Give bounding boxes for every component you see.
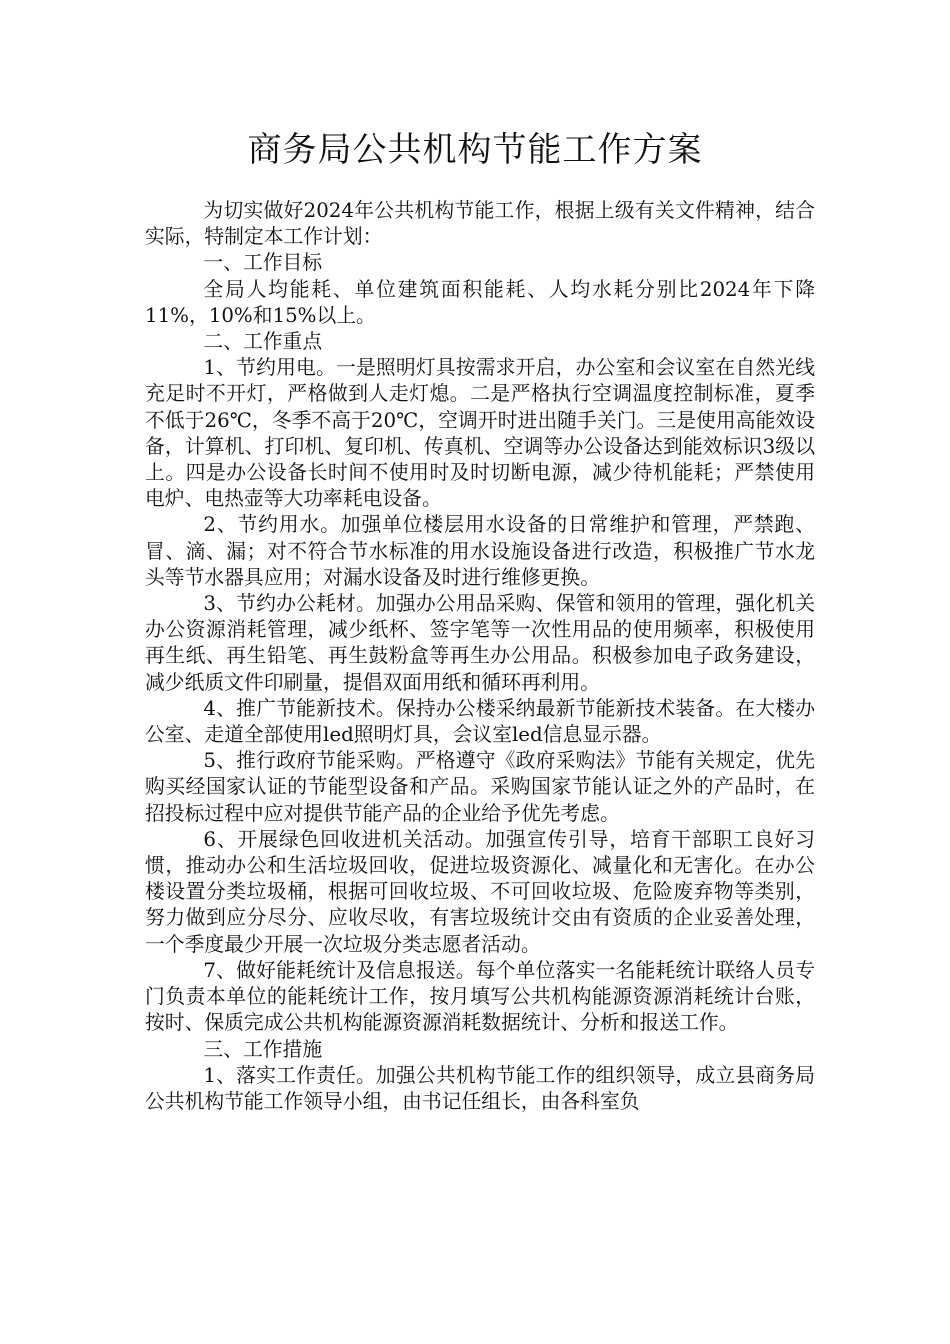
focus-item-electricity: 1、节约用电。一是照明灯具按需求开启，办公室和会议室在自然光线充足时不开灯，严格做到人走灯熄。二是严格执行空调温度控制标准，夏季不低于26℃，冬季不高于20℃，空调开时进出随手关门。三是使用高能效设备，计算机、打印机、复印机、传真机、空调等办公设备达到能效标识3级以上。四是办公设备长时间不使用时及时切断电源，减少待机能耗；严禁使用电炉、电热壶等大功率耗电设备。 (145, 356, 815, 511)
section-heading-measures: 三、工作措施 (203, 1037, 323, 1061)
focus-item-water: 2、节约用水。加强单位楼层用水设备的日常维护和管理，严禁跑、冒、滴、漏；对不符合节水标准的用水设施设备进行改造，积极推广节水龙头等节水器具应用；对漏水设备及时进行维修更换。 (145, 513, 815, 589)
section-heading-goals: 一、工作目标 (203, 251, 323, 275)
document-body (145, 198, 815, 1115)
focus-item-consumables: 3、节约办公耗材。加强办公用品采购、保管和领用的管理，强化机关办公资源消耗管理，减少纸杯、签字笔等一次性用品的使用频率，积极使用再生纸、再生铅笔、再生鼓粉盒等再生办公用品。积极参加电子政务建设，减少纸质文件印刷量，提倡双面用纸和循环再利用。 (145, 592, 815, 694)
goals-paragraph: 全局人均能耗、单位建筑面积能耗、人均水耗分别比2024年下降11%，10%和15%以上。 (145, 277, 815, 327)
focus-item-procurement: 5、推行政府节能采购。严格遵守《政府采购法》节能有关规定，优先购买经国家认证的节能型设备和产品。采购国家节能认证之外的产品时，在招投标过程中应对提供节能产品的企业给予优先考虑。 (145, 749, 815, 825)
focus-item-recycling: 6、开展绿色回收进机关活动。加强宣传引导，培育干部职工良好习惯，推动办公和生活垃圾回收，促进垃圾资源化、减量化和无害化。在办公楼设置分类垃圾桶，根据可回收垃圾、不可回收垃圾、危险废弃物等类别，努力做到应分尽分、应收尽收，有害垃圾统计交由有资质的企业妥善处理，一个季度最少开展一次垃圾分类志愿者活动。 (145, 827, 815, 956)
intro-paragraph: 为切实做好2024年公共机构节能工作，根据上级有关文件精神，结合实际，特制定本工作计划： (145, 199, 815, 249)
focus-item-statistics: 7、做好能耗统计及信息报送。每个单位落实一名能耗统计联络人员专门负责本单位的能耗统计工作，按月填写公共机构能源资源消耗统计台账，按时、保质完成公共机构能源资源消耗数据统计、分析和报送工作。 (145, 958, 815, 1035)
section-heading-focus: 二、工作重点 (203, 330, 323, 354)
measures-item-responsibility: 1、落实工作责任。加强公共机构节能工作的组织领导，成立县商务局公共机构节能工作领导小组，由书记任组长，由各科室负 (145, 1063, 815, 1113)
document-title: 商务局公共机构节能工作方案 (247, 130, 703, 170)
focus-item-technology: 4、推广节能新技术。保持办公楼采纳最新节能新技术装备。在大楼办公室、走道全部使用led照明灯具，会议室led信息显示器。 (145, 696, 815, 747)
